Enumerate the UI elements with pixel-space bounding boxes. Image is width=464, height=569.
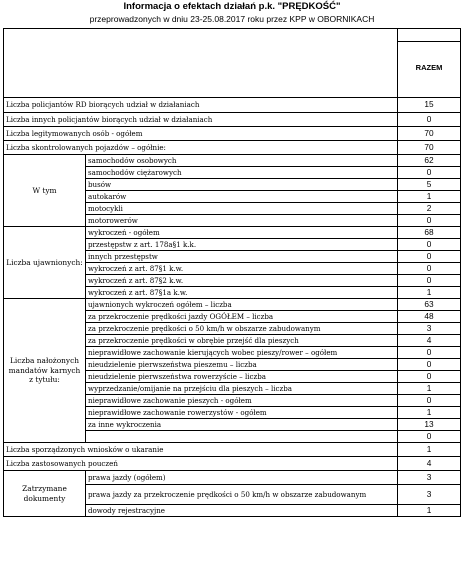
item-value: 3 bbox=[398, 485, 461, 505]
document-subtitle: przeprowadzonych w dniu 23-25.08.2017 roku przez KPP w OBORNIKACH bbox=[89, 14, 375, 24]
razem-label: RAZEM bbox=[415, 63, 443, 72]
item-label: wykroczeń z art. 87§1 k.w. bbox=[86, 263, 398, 275]
item-value: 1 bbox=[398, 191, 461, 203]
row-label: Liczba zastosowanych pouczeń bbox=[4, 457, 398, 471]
item-label: za inne wykroczenia bbox=[86, 419, 398, 431]
item-label: za przekroczenie prędkości o 50 km/h w obszarze zabudowanym bbox=[86, 323, 398, 335]
item-label: samochodów osobowych bbox=[86, 155, 398, 167]
item-value: 5 bbox=[398, 179, 461, 191]
group-label-wtym: W tym bbox=[4, 155, 86, 227]
item-label: wykroczeń z art. 87§2 k.w. bbox=[86, 275, 398, 287]
item-value: 0 bbox=[398, 251, 461, 263]
item-value: 63 bbox=[398, 299, 461, 311]
item-label: motocykli bbox=[86, 203, 398, 215]
results-table bbox=[3, 28, 461, 517]
item-value: 1 bbox=[398, 505, 461, 517]
table-row bbox=[4, 443, 461, 457]
table-row bbox=[4, 98, 461, 113]
document-title: Informacja o efektach działań p.k. "PRĘDKOŚĆ" bbox=[123, 1, 341, 12]
table-row bbox=[4, 457, 461, 471]
group-label-ujawnionych: Liczba ujawnionych: bbox=[4, 227, 86, 299]
item-value: 1 bbox=[398, 407, 461, 419]
item-label: innych przestępstw bbox=[86, 251, 398, 263]
table-row bbox=[4, 471, 461, 485]
row-label: Liczba policjantów RD biorących udział w działaniach bbox=[4, 98, 398, 113]
row-label: Liczba innych policjantów biorących udział w działaniach bbox=[4, 113, 398, 127]
item-value: 0 bbox=[398, 359, 461, 371]
header-row bbox=[4, 29, 461, 98]
item-label: nieprawidłowe zachowanie pieszych - ogółem bbox=[86, 395, 398, 407]
table-row bbox=[4, 141, 461, 155]
item-label: wykroczeń z art. 87§1a k.w. bbox=[86, 287, 398, 299]
item-value: 62 bbox=[398, 155, 461, 167]
table-row bbox=[4, 299, 461, 311]
item-label: wykroczeń - ogółem bbox=[86, 227, 398, 239]
item-value: 3 bbox=[398, 323, 461, 335]
item-value: 13 bbox=[398, 419, 461, 431]
item-label: nieudzielenie pierwszeństwa pieszemu – liczba bbox=[86, 359, 398, 371]
item-value: 0 bbox=[398, 215, 461, 227]
item-label: za przekroczenie prędkości jazdy OGÓŁEM – liczba bbox=[86, 311, 398, 323]
item-value: 0 bbox=[398, 347, 461, 359]
row-value: 4 bbox=[398, 457, 461, 471]
item-value: 1 bbox=[398, 383, 461, 395]
item-label: nieprawidłowe zachowanie rowerzystów - ogółem bbox=[86, 407, 398, 419]
item-label: dowody rejestracyjne bbox=[86, 505, 398, 517]
item-label bbox=[86, 431, 398, 443]
item-value: 3 bbox=[398, 471, 461, 485]
razem-header bbox=[398, 29, 461, 98]
row-label: Liczba skontrolowanych pojazdów – ogółnie: bbox=[4, 141, 398, 155]
item-value: 4 bbox=[398, 335, 461, 347]
item-value: 0 bbox=[398, 371, 461, 383]
item-value: 0 bbox=[398, 239, 461, 251]
item-value: 0 bbox=[398, 275, 461, 287]
item-value: 0 bbox=[398, 395, 461, 407]
item-value: 2 bbox=[398, 203, 461, 215]
row-value: 70 bbox=[398, 127, 461, 141]
table-row bbox=[4, 227, 461, 239]
row-value: 0 bbox=[398, 113, 461, 127]
item-label: nieprawidłowe zachowanie kierujących wobec pieszy/rower – ogółem bbox=[86, 347, 398, 359]
item-label: prawa jazdy za przekroczenie prędkości o 50 km/h w obszarze zabudowanym bbox=[86, 485, 398, 505]
row-value: 1 bbox=[398, 443, 461, 457]
item-value: 0 bbox=[398, 263, 461, 275]
item-label: nieudzielenie pierwszeństwa rowerzyście – liczba bbox=[86, 371, 398, 383]
item-value: 1 bbox=[398, 287, 461, 299]
row-label: Liczba legitymowanych osób - ogółem bbox=[4, 127, 398, 141]
item-label: prawa jazdy (ogółem) bbox=[86, 471, 398, 485]
row-value: 15 bbox=[398, 98, 461, 113]
group-label-dokumenty: Zatrzymane dokumenty bbox=[4, 471, 86, 517]
item-label: busów bbox=[86, 179, 398, 191]
item-label: autokarów bbox=[86, 191, 398, 203]
item-label: motorowerów bbox=[86, 215, 398, 227]
item-value: 0 bbox=[398, 431, 461, 443]
table-row bbox=[4, 113, 461, 127]
item-value: 0 bbox=[398, 167, 461, 179]
group-label-mandaty: Liczba nałożonych mandatów karnych z tytułu: bbox=[4, 299, 86, 443]
item-value: 48 bbox=[398, 311, 461, 323]
header-blank-cell bbox=[4, 29, 398, 98]
item-value: 68 bbox=[398, 227, 461, 239]
item-label: wyprzedzanie/omijanie na przejściu dla pieszych – liczba bbox=[86, 383, 398, 395]
item-label: przestępstw z art. 178a§1 k.k. bbox=[86, 239, 398, 251]
item-label: za przekroczenie prędkości w obrębie przejść dla pieszych bbox=[86, 335, 398, 347]
row-value: 70 bbox=[398, 141, 461, 155]
table-row bbox=[4, 155, 461, 167]
table-row bbox=[4, 127, 461, 141]
item-label: ujawnionych wykroczeń ogółem – liczba bbox=[86, 299, 398, 311]
row-label: Liczba sporządzonych wniosków o ukaranie bbox=[4, 443, 398, 457]
item-label: samochodów ciężarowych bbox=[86, 167, 398, 179]
